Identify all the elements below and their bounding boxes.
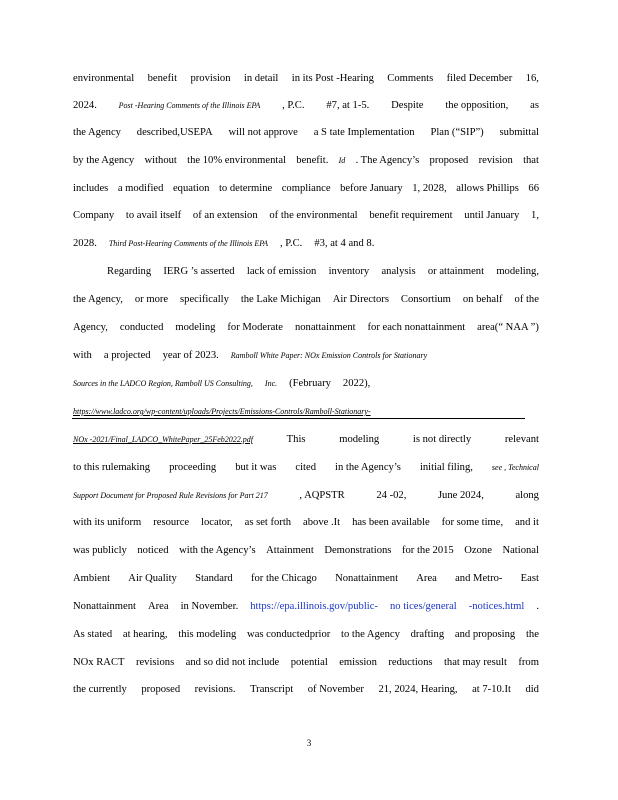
text-segment: Nonattainment	[335, 573, 399, 584]
text-segment: for Moderate	[227, 322, 283, 333]
text-segment: compliance	[281, 183, 331, 194]
notice-url-link[interactable]: https://epa.illinois.gov/public-	[250, 601, 378, 612]
text-segment: the Agency,	[73, 294, 123, 305]
text-line	[73, 182, 539, 196]
text-segment: is not directly	[412, 434, 472, 445]
text-segment: a projected	[103, 350, 151, 361]
text-line	[73, 265, 539, 279]
text-line	[73, 544, 539, 558]
text-segment: of the	[514, 294, 539, 305]
text-segment: 2024.	[73, 100, 97, 111]
text-segment: lack of emission	[246, 266, 317, 277]
text-segment: Transcript	[250, 684, 294, 695]
text-segment: Agency,	[73, 322, 108, 333]
text-segment: without	[144, 155, 177, 166]
text-segment: drafting	[410, 629, 445, 640]
text-segment: cited	[295, 462, 316, 473]
text-segment: the	[525, 629, 539, 640]
text-segment: proposed	[429, 155, 469, 166]
text-segment: in its Post -Hearing	[291, 73, 374, 84]
page-number: 3	[306, 738, 312, 748]
text-segment: did	[525, 684, 539, 695]
notice-url-link[interactable]: -notices.html	[468, 601, 525, 612]
text-segment: environmental	[73, 73, 135, 84]
text-segment: and it	[515, 517, 539, 528]
text-segment: .	[536, 601, 539, 612]
text-segment: proceeding	[169, 462, 217, 473]
text-segment: Air Quality	[128, 573, 177, 584]
text-segment: National	[502, 545, 539, 556]
text-segment: Despite	[391, 100, 424, 111]
text-segment: locator,	[201, 517, 233, 528]
text-segment: Nonattainment	[73, 601, 136, 612]
text-line	[73, 433, 539, 447]
text-line	[73, 293, 539, 307]
text-segment: in detail	[243, 73, 279, 84]
text-segment: East	[520, 573, 539, 584]
text-segment: that	[523, 155, 539, 166]
text-segment: specifically	[180, 294, 229, 305]
text-segment: Area	[416, 573, 437, 584]
text-segment: a S tate Implementation	[313, 127, 415, 138]
text-segment: reductions	[388, 657, 433, 668]
text-segment: has been available	[352, 517, 430, 528]
citation-text: Sources in the LADCO Region, Ramboll US Consulting,	[73, 379, 253, 388]
text-segment: (February	[289, 378, 331, 389]
text-line	[73, 516, 539, 530]
text-segment: Company	[73, 210, 115, 221]
text-segment: proposed	[141, 684, 181, 695]
text-line	[73, 237, 539, 251]
text-segment: for some time,	[441, 517, 504, 528]
text-segment: relevant	[504, 434, 539, 445]
text-line	[73, 461, 539, 475]
text-segment: Air Directors	[332, 294, 389, 305]
text-segment: to avail itself	[125, 210, 182, 221]
text-segment: analysis	[381, 266, 416, 277]
text-line	[73, 321, 539, 335]
text-line	[73, 628, 539, 642]
text-segment: the Lake Michigan	[240, 294, 321, 305]
text-segment: NOx RACT	[73, 657, 125, 668]
text-segment: emission	[339, 657, 377, 668]
text-segment: 1, 2028,	[412, 183, 447, 194]
text-segment: along	[515, 490, 539, 501]
text-segment: to the Agency	[341, 629, 400, 640]
text-segment: Area	[147, 601, 169, 612]
text-segment: #3, at 4 and 8.	[314, 238, 375, 249]
text-segment: was publicly	[73, 545, 127, 556]
text-segment: until January	[464, 210, 520, 221]
text-segment: benefit.	[296, 155, 329, 166]
text-segment: Regarding	[107, 266, 152, 277]
text-segment: for each nonattainment	[367, 322, 466, 333]
text-segment: 1,	[531, 210, 539, 221]
text-segment: the currently	[73, 684, 127, 695]
citation-text: Inc.	[264, 379, 278, 388]
text-line	[73, 99, 539, 113]
text-segment: with	[73, 350, 92, 361]
text-segment: includes	[73, 183, 109, 194]
text-segment: . The Agency’s	[355, 155, 420, 166]
text-line	[73, 489, 539, 503]
text-segment: 66	[528, 183, 539, 194]
text-segment: Standard	[195, 573, 233, 584]
text-segment: resource	[153, 517, 190, 528]
citation-text: Post -Hearing Comments of the Illinois EPA	[118, 101, 261, 110]
reference-url-link[interactable]: NOx -2021/Final_LADCO_WhitePaper_25Feb2022.pdf	[73, 435, 253, 444]
text-line	[73, 683, 539, 697]
text-segment: Ozone	[464, 545, 492, 556]
text-segment: above .It	[303, 517, 341, 528]
text-segment: benefit requirement	[369, 210, 453, 221]
text-line	[73, 405, 539, 419]
text-segment: 21, 2024, Hearing,	[378, 684, 458, 695]
citation-text: Third Post-Hearing Comments of the Illinois EPA	[108, 239, 268, 248]
text-segment: potential	[290, 657, 328, 668]
text-segment: revision	[478, 155, 513, 166]
text-segment: As stated	[73, 629, 113, 640]
text-segment: 2028.	[73, 238, 97, 249]
text-segment: will not approve	[228, 127, 298, 138]
reference-url-link[interactable]: https://www.ladco.org/wp-content/uploads/Projects/Emissions-Controls/Ramboll-Stationary-	[73, 407, 371, 416]
text-segment: or attainment	[427, 266, 485, 277]
text-segment: Ambient	[73, 573, 111, 584]
notice-url-link[interactable]: no tices/general	[389, 601, 457, 612]
text-segment: nonattainment	[294, 322, 356, 333]
text-segment: Plan (“SIP”)	[430, 127, 484, 138]
text-segment: equation	[172, 183, 210, 194]
text-segment: on behalf	[462, 294, 503, 305]
text-segment: Consortium	[400, 294, 451, 305]
text-segment: of the environmental	[269, 210, 358, 221]
text-line	[73, 572, 539, 586]
text-segment: described,USEPA	[136, 127, 213, 138]
text-segment: , P.C.	[279, 238, 303, 249]
text-segment: modeling,	[496, 266, 539, 277]
text-segment: the 10% environmental	[187, 155, 286, 166]
text-line	[73, 656, 539, 670]
text-segment: 24 -02,	[376, 490, 407, 501]
text-segment: allows Phillips	[456, 183, 519, 194]
text-segment: Comments	[387, 73, 434, 84]
text-segment: at hearing,	[122, 629, 168, 640]
text-segment: with the Agency’s	[179, 545, 256, 556]
text-line	[73, 600, 539, 614]
text-segment: This	[286, 434, 306, 445]
text-segment: with its uniform	[73, 517, 142, 528]
text-segment: for the Chicago	[250, 573, 317, 584]
link-underline-rule	[72, 418, 525, 419]
text-segment: before January	[340, 183, 403, 194]
text-segment: this modeling	[178, 629, 237, 640]
text-line	[73, 154, 539, 168]
citation-text: Id	[338, 156, 346, 165]
text-segment: but it was	[235, 462, 277, 473]
text-segment: modeling	[339, 434, 380, 445]
text-segment: revisions	[135, 657, 175, 668]
text-segment: submittal	[499, 127, 539, 138]
text-segment: Attainment	[266, 545, 314, 556]
text-segment: year of 2023.	[162, 350, 219, 361]
text-segment: initial filing,	[419, 462, 473, 473]
text-segment: from	[518, 657, 539, 668]
text-segment: to determine	[218, 183, 273, 194]
text-segment: and Metro-	[455, 573, 503, 584]
citation-text: see , Technical	[491, 463, 539, 472]
text-segment: modeling	[175, 322, 216, 333]
citation-text: Ramboll White Paper: NOx Emission Controls for Stationary	[230, 351, 428, 360]
text-line	[73, 72, 539, 86]
text-segment: of an extension	[192, 210, 258, 221]
text-segment: in the Agency’s	[335, 462, 401, 473]
text-segment: area(“ NAA ”)	[477, 322, 539, 333]
text-segment: the opposition,	[445, 100, 509, 111]
text-segment: by the Agency	[73, 155, 135, 166]
text-segment: , AQPSTR	[299, 490, 345, 501]
text-segment: #7, at 1-5.	[326, 100, 370, 111]
text-segment: 16,	[525, 73, 539, 84]
text-segment: 2022),	[342, 378, 371, 389]
text-segment: a modified	[117, 183, 164, 194]
text-line	[73, 377, 539, 391]
text-line	[73, 209, 539, 223]
text-segment: provision	[190, 73, 231, 84]
text-line	[73, 126, 539, 140]
text-segment: of November	[307, 684, 364, 695]
text-segment: revisions.	[194, 684, 236, 695]
text-segment: for the 2015	[401, 545, 454, 556]
text-segment: June 2024,	[437, 490, 484, 501]
text-segment: to this rulemaking	[73, 462, 151, 473]
text-segment: that may result	[443, 657, 507, 668]
text-segment: as	[530, 100, 539, 111]
text-segment: the Agency	[73, 127, 121, 138]
text-segment: or more	[134, 294, 169, 305]
text-line	[73, 349, 539, 363]
text-segment: benefit	[147, 73, 178, 84]
text-segment: in November.	[180, 601, 239, 612]
text-segment: conducted	[119, 322, 164, 333]
text-segment: noticed	[137, 545, 169, 556]
text-segment: as set forth	[244, 517, 292, 528]
citation-text: Support Document for Proposed Rule Revisions for Part 217	[73, 491, 268, 500]
text-segment: inventory	[328, 266, 370, 277]
text-segment: was conductedprior	[247, 629, 331, 640]
text-segment: and proposing	[454, 629, 516, 640]
text-segment: and so did not include	[185, 657, 280, 668]
text-segment: filed December	[446, 73, 513, 84]
text-segment: , P.C.	[282, 100, 305, 111]
text-segment: Demonstrations	[324, 545, 392, 556]
text-segment: at 7-10.It	[472, 684, 511, 695]
text-segment: IERG ’s asserted	[163, 266, 235, 277]
